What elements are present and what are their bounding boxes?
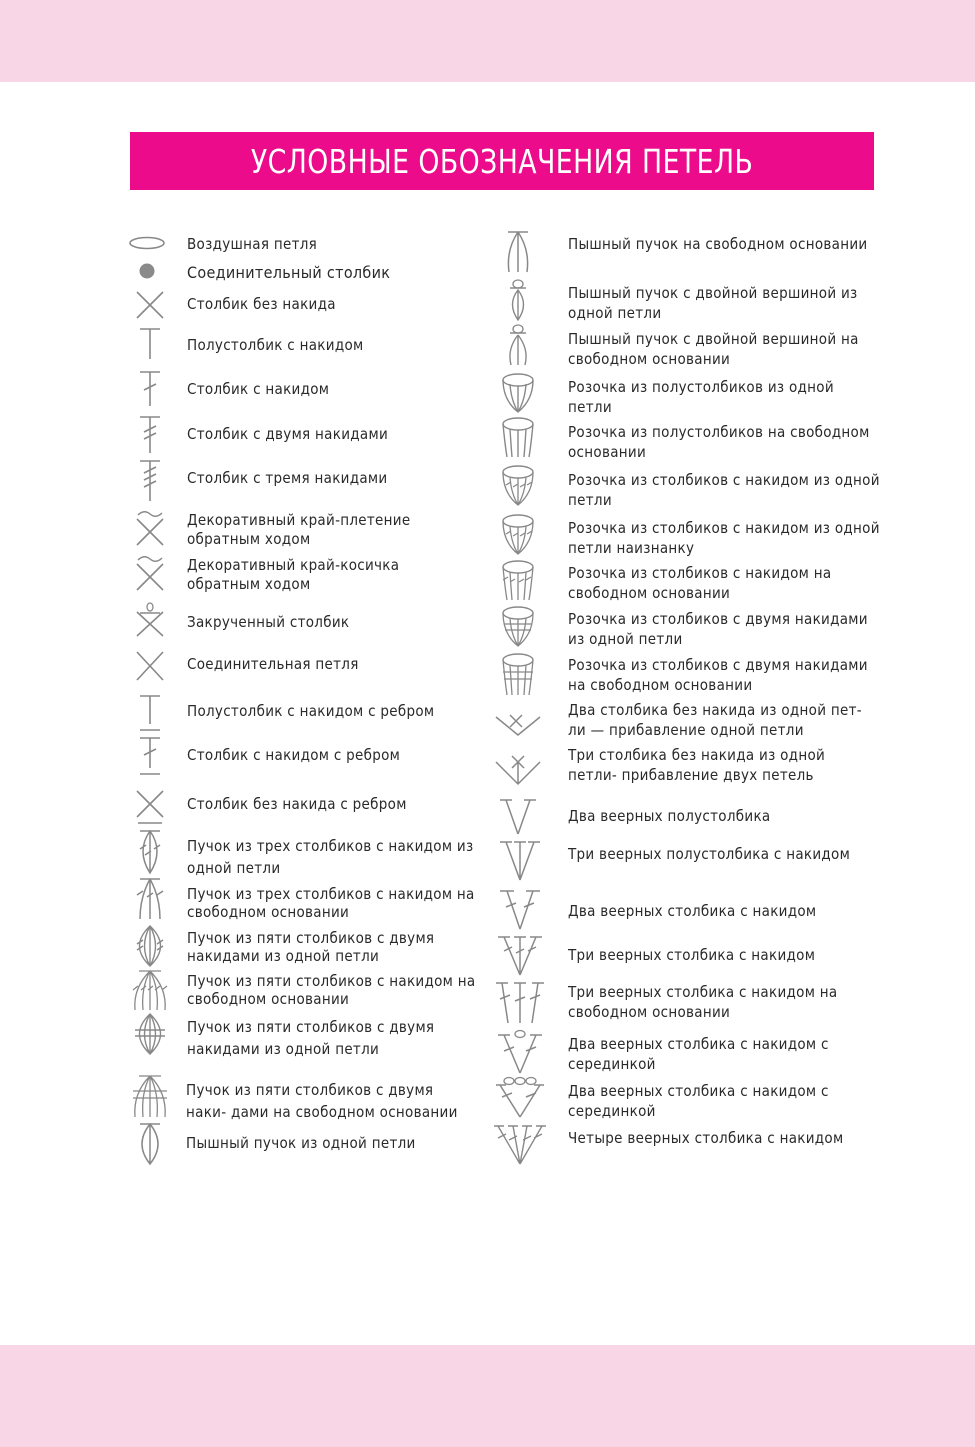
two-dc-fan-ch3-icon: [494, 1075, 546, 1119]
legend-label: Два веерных столбика с накидом с серединкой: [568, 1035, 829, 1073]
cluster-3dc-one-loop-icon: [134, 829, 166, 875]
legend-label: Соединительная петля: [187, 655, 359, 673]
legend-label: Три столбика без накида из одной петли- прибавление двух петель: [568, 746, 826, 784]
two-hdc-fan-icon: [498, 798, 538, 836]
puff-double-top-free-base-icon: [505, 323, 531, 367]
legend-label: Розочка из столбиков с двумя накидами на свободном основании: [568, 656, 868, 694]
puff-one-loop-icon: [134, 1122, 166, 1166]
legend-label: Столбик с двумя накидами: [187, 425, 389, 443]
legend-label: Столбик без накида: [187, 295, 336, 313]
bottom-pink-band: [0, 1345, 975, 1447]
popcorn-dc-one-loop-icon: [499, 463, 537, 507]
three-hdc-fan-icon: [498, 840, 542, 882]
legend-label: Два веерных столбика с накидом с серединкой: [568, 1082, 829, 1120]
double-crochet-icon: [136, 370, 164, 408]
legend-label: Пышный пучок из одной петли: [186, 1134, 416, 1152]
legend-label: Столбик с накидом: [187, 380, 330, 398]
legend-label: Пучок из пяти столбиков с накидом на свободном основании: [187, 972, 476, 1008]
hdc-ribbed-icon: [136, 694, 164, 734]
legend-label: Три веерных столбика с накидом на свободном основании: [568, 983, 838, 1021]
sc-ribbed-icon: [134, 788, 166, 826]
legend-label: Полустолбик с накидом: [187, 336, 364, 354]
puff-double-top-one-loop-icon: [505, 278, 531, 322]
legend-label: Пучок из пяти столбиков с двумя наки- дами на свободном основании: [186, 1081, 458, 1121]
legend-label: Столбик с тремя накидами: [187, 469, 388, 487]
puff-free-base-icon: [503, 230, 533, 274]
two-sc-increase-icon: [494, 707, 542, 739]
cluster-5dc-free-base-icon: [131, 968, 169, 1012]
page-title: УСЛОВНЫЕ ОБОЗНАЧЕНИЯ ПЕТЕЛЬ: [250, 141, 754, 181]
legend-label: Столбик с накидом с ребром: [187, 746, 401, 764]
popcorn-dc-free-base-icon: [499, 558, 537, 602]
three-dc-fan-icon: [496, 935, 544, 977]
dc-ribbed-icon: [136, 736, 164, 778]
legend-label: Пучок из трех столбиков с накидом на свободном основании: [187, 885, 475, 921]
legend-label: Розочка из полустолбиков из одной петли: [568, 378, 834, 416]
half-double-crochet-icon: [136, 327, 164, 361]
legend-label: Пучок из трех столбиков с накидом из одной петли: [187, 837, 474, 877]
crab-stitch-icon: [134, 509, 166, 547]
popcorn-hdc-free-base-icon: [499, 415, 537, 459]
legend-label: Пышный пучок на свободном основании: [568, 235, 868, 253]
top-pink-band: [0, 0, 975, 82]
legend-label: Соединительный столбик: [187, 263, 391, 282]
legend-label: Декоративный край-плетение обратным ходом: [187, 511, 411, 548]
slip-stitch-icon: [137, 262, 157, 282]
legend-label: Пышный пучок с двойной вершиной из одной петли: [568, 284, 858, 322]
legend-label: Закрученный столбик: [187, 613, 350, 631]
treble-crochet-icon: [136, 415, 164, 455]
two-dc-fan-icon: [498, 889, 542, 931]
legend-label: Розочка из полустолбиков на свободном основании: [568, 423, 870, 461]
cluster-5tr-free-base-icon: [131, 1073, 169, 1119]
chain-stitch-icon: [128, 235, 168, 251]
three-dc-fan-free-base-icon: [494, 981, 546, 1025]
page-title-bar: [130, 132, 874, 190]
legend-label: Четыре веерных столбика с накидом: [568, 1129, 844, 1147]
cluster-5tr-one-loop-b-icon: [131, 1012, 169, 1056]
popcorn-dc-inside-out-icon: [499, 512, 537, 556]
legend-label: Розочка из столбиков с накидом из одной петли наизнанку: [568, 519, 880, 557]
reverse-braid-icon: [134, 554, 166, 592]
legend-label: Воздушная петля: [187, 235, 318, 253]
legend-label: Два веерных столбика с накидом: [568, 902, 817, 920]
two-dc-fan-ch1-icon: [496, 1029, 544, 1075]
three-sc-increase-icon: [494, 752, 542, 786]
single-crochet-icon: [134, 289, 166, 321]
cluster-5tr-one-loop-icon: [131, 924, 169, 968]
popcorn-hdc-one-loop-icon: [499, 370, 537, 414]
legend-label: Пучок из пяти столбиков с двумя накидами из одной петли: [187, 929, 435, 965]
legend-label: Полустолбик с накидом с ребром: [187, 702, 435, 720]
legend-label: Декоративный край-косичка обратным ходом: [187, 556, 400, 593]
legend-label: Розочка из столбиков с накидом на свободном основании: [568, 564, 832, 602]
legend-label: Два веерных полустолбика: [568, 807, 771, 825]
popcorn-tr-one-loop-icon: [499, 604, 537, 648]
legend-label: Столбик без накида с ребром: [187, 795, 407, 813]
legend-label: Пучок из пяти столбиков с двумя накидами из одной петли: [187, 1018, 435, 1058]
legend-label: Два столбика без накида из одной пет- ли — прибавление одной петли: [568, 701, 862, 739]
legend-label: Три веерных столбика с накидом: [568, 946, 816, 964]
legend-label: Пышный пучок с двойной вершиной на свободном основании: [568, 330, 859, 368]
legend-label: Розочка из столбиков с двумя накидами из одной петли: [568, 610, 868, 648]
four-dc-fan-icon: [492, 1124, 548, 1166]
legend-label: Розочка из столбиков с накидом из одной петли: [568, 471, 880, 509]
cluster-3dc-free-base-icon: [134, 877, 166, 921]
twisted-stitch-icon: [134, 602, 166, 638]
slip-loop-icon: [134, 649, 166, 683]
legend-label: Три веерных полустолбика с накидом: [568, 845, 851, 863]
double-treble-crochet-icon: [136, 459, 164, 503]
popcorn-tr-free-base-icon: [499, 651, 537, 697]
